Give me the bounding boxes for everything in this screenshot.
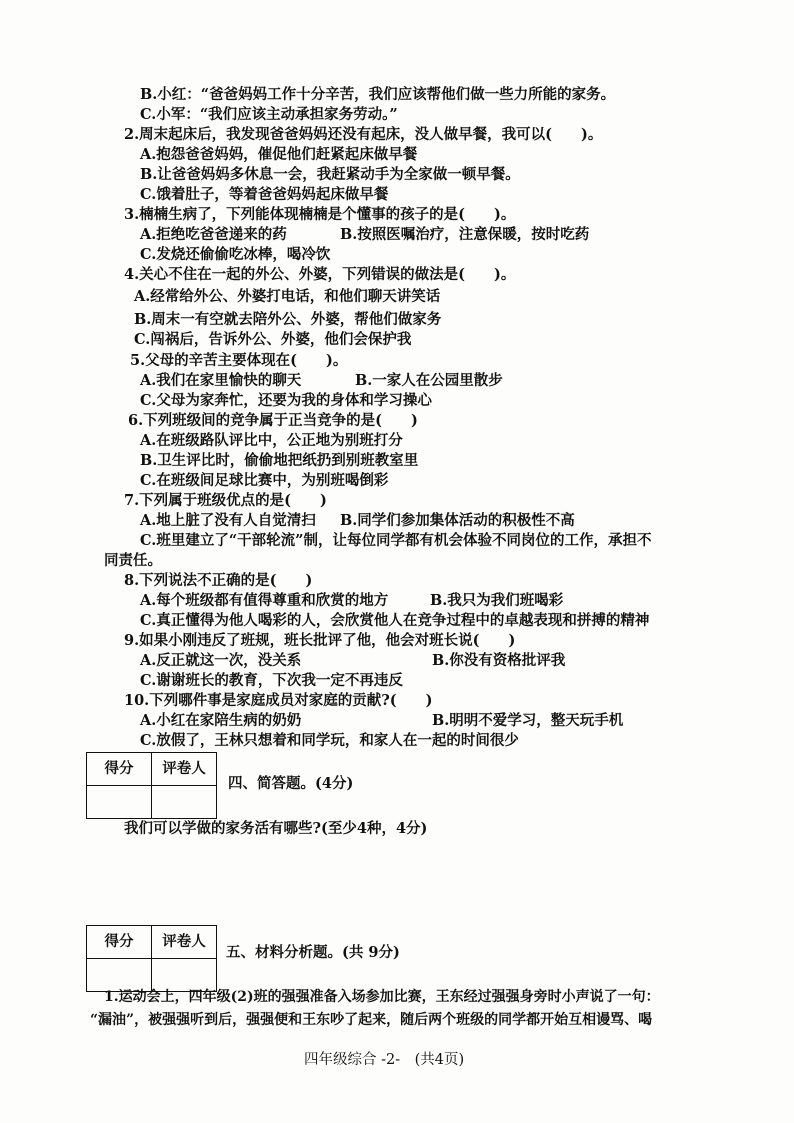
score-label: 得分 bbox=[87, 926, 152, 959]
score-cell[interactable] bbox=[87, 959, 152, 992]
q10-option-b: B.明明不爱学习，整天玩手机 bbox=[432, 712, 624, 729]
question-2: 2.周末起床后，我发现爸爸妈妈还没有起床，没人做早餐，我可以( )。 bbox=[124, 126, 603, 143]
question-3: 3.楠楠生病了，下列能体现楠楠是个懂事的孩子的是( )。 bbox=[124, 206, 516, 223]
section-4-question: 我们可以学做的家务活有哪些?(至少4种，4分) bbox=[124, 820, 428, 837]
score-box-section-4 bbox=[86, 752, 217, 819]
q6-option-c: C.在班级间足球比赛中，为别班喝倒彩 bbox=[140, 472, 389, 489]
q5-option-c: C.父母为家奔忙，还要为我的身体和学习操心 bbox=[140, 392, 432, 409]
q6-option-a: A.在班级路队评比中，公正地为别班打分 bbox=[140, 432, 403, 449]
q7-option-a: A.地上脏了没有人自觉清扫 bbox=[140, 512, 316, 529]
grader-cell[interactable] bbox=[152, 786, 217, 819]
q9-option-b: B.你没有资格批评我 bbox=[432, 652, 566, 669]
question-4: 4.关心不住在一起的外公、外婆，下列错误的做法是( )。 bbox=[124, 266, 516, 283]
q1-option-b: B.小红：“爸爸妈妈工作十分辛苦，我们应该帮他们做一些力所能的家务。 bbox=[140, 86, 616, 103]
q2-option-c: C.饿着肚子，等着爸爸妈妈起床做早餐 bbox=[140, 186, 389, 203]
q9-option-a: A.反正就这一次，没关系 bbox=[140, 652, 302, 669]
question-10: 10.下列哪件事是家庭成员对家庭的贡献?( ) bbox=[124, 692, 433, 709]
q3-option-a: A.拒绝吃爸爸递来的药 bbox=[140, 226, 287, 243]
grader-cell[interactable] bbox=[152, 959, 217, 992]
q5-option-a: A.我们在家里愉快的聊天 bbox=[140, 372, 302, 389]
q3-option-c: C.发烧还偷偷吃冰棒，喝冷饮 bbox=[140, 246, 331, 263]
q7-option-b: B.同学们参加集体活动的积极性不高 bbox=[340, 512, 575, 529]
score-cell[interactable] bbox=[87, 786, 152, 819]
q8-option-a: A.每个班级都有值得尊重和欣赏的地方 bbox=[140, 592, 389, 609]
q7-option-c-line2: 同责任。 bbox=[104, 552, 162, 569]
section-4-heading: 四、简答题。(4分) bbox=[228, 775, 354, 792]
q4-option-c: C.闯祸后，告诉外公、外婆，他们会保护我 bbox=[134, 331, 412, 348]
q7-option-c-line1: C.班里建立了“干部轮流”制，让每位同学都有机会体验不同岗位的工作，承担不 bbox=[140, 532, 652, 549]
q8-option-b: B.我只为我们班喝彩 bbox=[430, 592, 564, 609]
question-7: 7.下列属于班级优点的是( ) bbox=[124, 492, 327, 509]
grader-label: 评卷人 bbox=[152, 926, 217, 959]
q4-option-a: A.经常给外公、外婆打电话，和他们聊天讲笑话 bbox=[134, 288, 441, 305]
section-5-heading: 五、材料分析题。(共 9分) bbox=[226, 944, 400, 961]
q4-option-b: B.周末一有空就去陪外公、外婆，帮他们做家务 bbox=[134, 311, 442, 328]
question-9: 9.如果小刚违反了班规，班长批评了他，他会对班长说( ) bbox=[124, 632, 516, 649]
section-5-passage-line1: 1.运动会上，四年级(2)班的强强准备入场参加比赛，王东经过强强身旁时小声说了一句： bbox=[104, 989, 660, 1005]
section-5-passage-line2: “漏油”，被强强听到后，强强便和王东吵了起来，随后两个班级的同学都开始互相谩骂、喝 bbox=[90, 1012, 653, 1028]
q1-option-c: C.小军：“我们应该主动承担家务劳动。” bbox=[140, 106, 398, 123]
q2-option-a: A.抱怨爸爸妈妈，催促他们赶紧起床做早餐 bbox=[140, 146, 418, 163]
q8-option-c: C.真正懂得为他人喝彩的人，会欣赏他人在竞争过程中的卓越表现和拼搏的精神 bbox=[140, 612, 650, 629]
q3-option-b: B.按照医嘱治疗，注意保暖，按时吃药 bbox=[340, 226, 590, 243]
q9-option-c: C.谢谢班长的教育，下次我一定不再违反 bbox=[140, 672, 403, 689]
page-footer: 四年级综合 -2- (共4页) bbox=[304, 1052, 465, 1068]
q6-option-b: B.卫生评比时，偷偷地把纸扔到别班教室里 bbox=[140, 452, 419, 469]
question-5: 5.父母的辛苦主要体现在( )。 bbox=[130, 352, 348, 369]
q2-option-b: B.让爸爸妈妈多休息一会，我赶紧动手为全家做一顿早餐。 bbox=[140, 166, 520, 183]
grader-label: 评卷人 bbox=[152, 753, 217, 786]
score-box-section-5 bbox=[86, 925, 217, 992]
question-8: 8.下列说法不正确的是( ) bbox=[124, 572, 313, 589]
question-6: 6.下列班级间的竞争属于正当竞争的是( ) bbox=[128, 412, 418, 429]
q5-option-b: B.一家人在公园里散步 bbox=[355, 372, 503, 389]
score-label: 得分 bbox=[87, 753, 152, 786]
q10-option-a: A.小红在家陪生病的奶奶 bbox=[140, 712, 302, 729]
q10-option-c: C.放假了，王林只想着和同学玩，和家人在一起的时间很少 bbox=[140, 732, 519, 749]
